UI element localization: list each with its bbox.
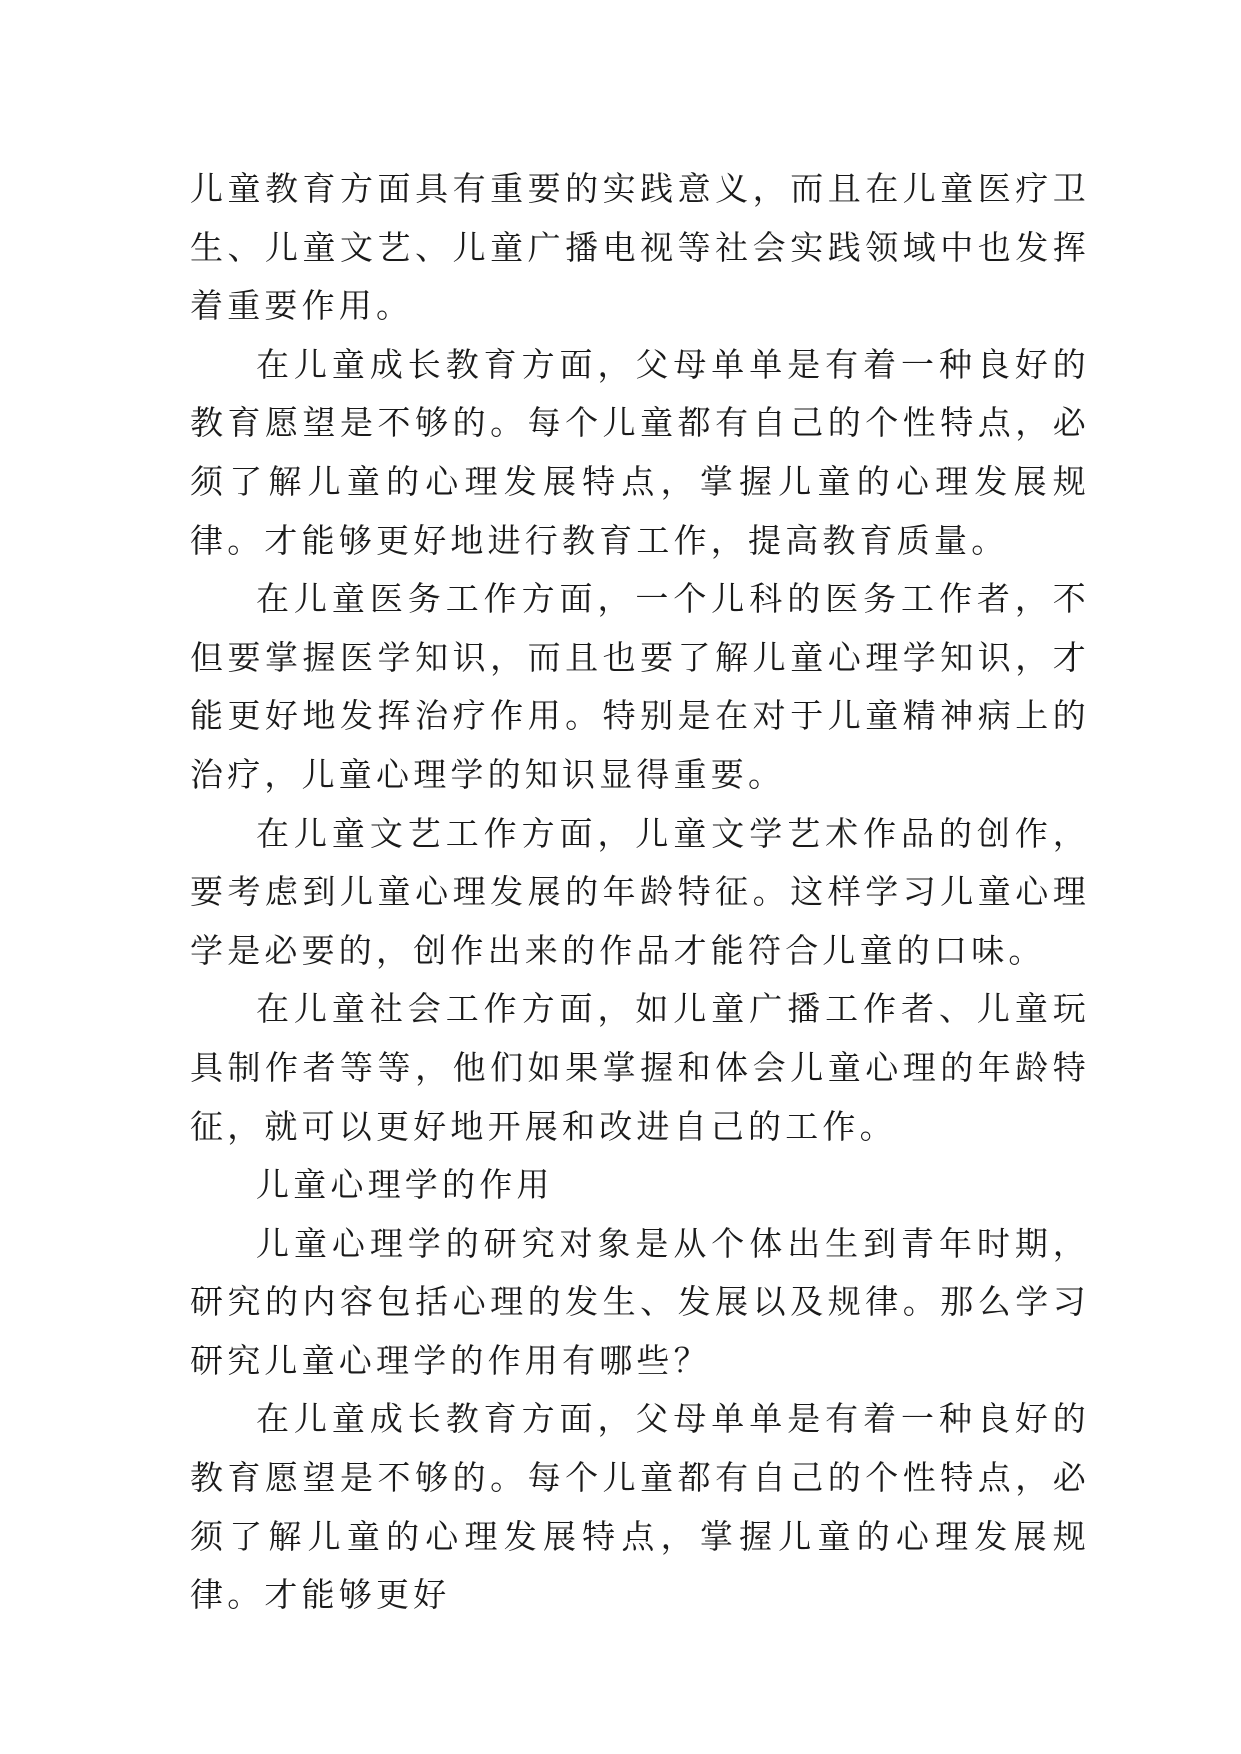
paragraph-5: 在儿童社会工作方面，如儿童广播工作者、儿童玩具制作者等等，他们如果掌握和体会儿童心理的年龄特征，就可以更好地开展和改进自己的工作。 (190, 989, 1090, 1146)
section-heading: 儿童心理学的作用 (256, 1165, 554, 1205)
paragraph-4: 在儿童文艺工作方面，儿童文学艺术作品的创作，要考虑到儿童心理发展的年龄特征。这样学习儿童心理学是必要的，创作出来的作品才能符合儿童的口味。 (190, 813, 1090, 970)
document-body (190, 160, 1090, 1625)
paragraph-6: 儿童心理学的研究对象是从个体出生到青年时期，研究的内容包括心理的发生、发展以及规律。那么学习研究儿童心理学的作用有哪些？ (190, 1223, 1090, 1380)
paragraph-1: 儿童教育方面具有重要的实践意义，而且在儿童医疗卫生、儿童文艺、儿童广播电视等社会实践领域中也发挥着重要作用。 (190, 169, 1090, 326)
paragraph-7: 在儿童成长教育方面，父母单单是有着一种良好的教育愿望是不够的。每个儿童都有自己的个性特点，必须了解儿童的心理发展特点，掌握儿童的心理发展规律。才能够更好 (190, 1399, 1090, 1615)
paragraph-3: 在儿童医务工作方面，一个儿科的医务工作者，不但要掌握医学知识，而且也要了解儿童心理学知识，才能更好地发挥治疗作用。特别是在对于儿童精神病上的治疗，儿童心理学的知识显得重要。 (190, 579, 1090, 794)
paragraph-2: 在儿童成长教育方面，父母单单是有着一种良好的教育愿望是不够的。每个儿童都有自己的个性特点，必须了解儿童的心理发展特点，掌握儿童的心理发展规律。才能够更好地进行教育工作，提高教育质量。 (190, 344, 1090, 560)
